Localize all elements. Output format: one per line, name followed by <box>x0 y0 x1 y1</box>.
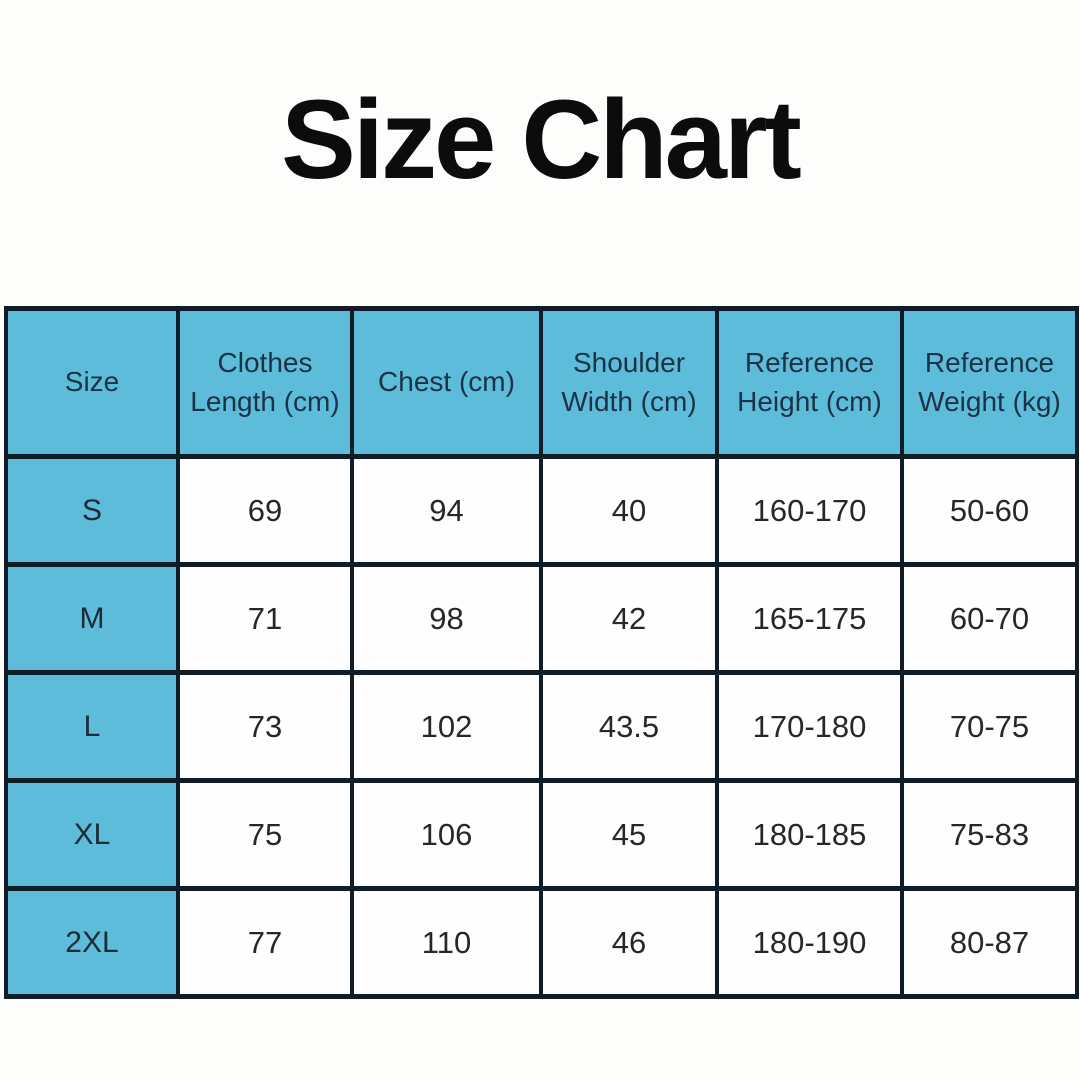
page-title: Size Chart <box>281 77 799 202</box>
cell-clothes-length: 73 <box>178 673 352 781</box>
cell-chest: 110 <box>352 889 541 997</box>
cell-ref-weight: 50-60 <box>902 457 1077 565</box>
column-header-size: Size <box>6 309 178 457</box>
cell-clothes-length: 77 <box>178 889 352 997</box>
cell-ref-height: 180-185 <box>717 781 902 889</box>
table-row-m <box>6 565 1077 673</box>
column-header-reference-weight: Reference Weight (kg) <box>902 309 1077 457</box>
table-row-2xl <box>6 889 1077 997</box>
cell-chest: 94 <box>352 457 541 565</box>
cell-ref-height: 165-175 <box>717 565 902 673</box>
table-row-l <box>6 673 1077 781</box>
cell-ref-height: 170-180 <box>717 673 902 781</box>
cell-ref-height: 160-170 <box>717 457 902 565</box>
cell-clothes-length: 69 <box>178 457 352 565</box>
cell-clothes-length: 71 <box>178 565 352 673</box>
column-header-clothes-length: Clothes Length (cm) <box>178 309 352 457</box>
column-header-reference-height: Reference Height (cm) <box>717 309 902 457</box>
cell-shoulder-width: 45 <box>541 781 717 889</box>
table-row-xl <box>6 781 1077 889</box>
cell-chest: 98 <box>352 565 541 673</box>
cell-shoulder-width: 46 <box>541 889 717 997</box>
row-label: XL <box>6 781 178 889</box>
cell-chest: 102 <box>352 673 541 781</box>
row-label: S <box>6 457 178 565</box>
cell-shoulder-width: 40 <box>541 457 717 565</box>
column-header-shoulder-width: Shoulder Width (cm) <box>541 309 717 457</box>
cell-clothes-length: 75 <box>178 781 352 889</box>
cell-shoulder-width: 43.5 <box>541 673 717 781</box>
cell-ref-weight: 80-87 <box>902 889 1077 997</box>
cell-ref-weight: 60-70 <box>902 565 1077 673</box>
row-label: L <box>6 673 178 781</box>
row-label: M <box>6 565 178 673</box>
cell-ref-weight: 70-75 <box>902 673 1077 781</box>
size-chart-table <box>4 306 1079 999</box>
cell-chest: 106 <box>352 781 541 889</box>
cell-ref-weight: 75-83 <box>902 781 1077 889</box>
column-header-chest: Chest (cm) <box>352 309 541 457</box>
cell-ref-height: 180-190 <box>717 889 902 997</box>
row-label: 2XL <box>6 889 178 997</box>
table-header-row <box>6 309 1077 457</box>
table-row-s <box>6 457 1077 565</box>
cell-shoulder-width: 42 <box>541 565 717 673</box>
